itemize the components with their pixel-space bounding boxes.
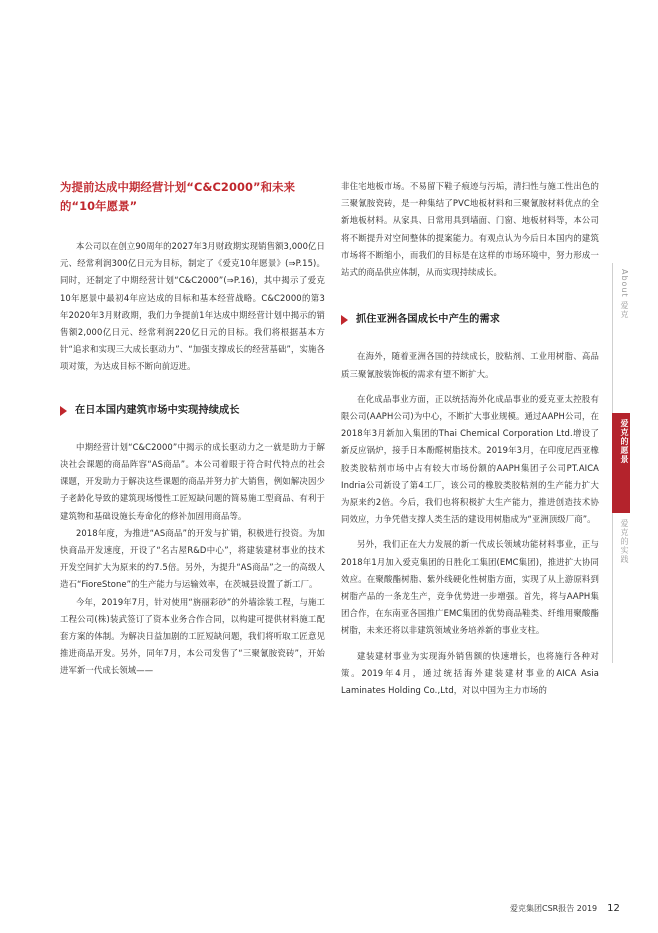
triangle-bullet-icon [60, 406, 67, 416]
body-paragraph: 2018年度，为推进“AS商品”的开发与扩销，积极进行投资。为加快商品开发速度，开设了“名古屋R&D中心”，将建装建材事业的技术开发空间扩大为原来的约7.5倍。另外，为提升“AS商品”之一的高级人造石“FioreStone”的生产能力与运输效率，在茨城县设置了新工厂。 [60, 527, 325, 590]
continued-paragraph: 非住宅地板市场。不易留下鞋子痕迹与污垢，清扫性与施工性出色的三聚氰胺瓷砖，是一种集结了PVC地板材料和三聚氰胺材料优点的全新地板材料。从家具、日常用具到墙面、门窗、地板材料等，本公司将不断提升对空间整体的提案能力。有观点认为今后日本国内的建筑市场将不断缩小，而我们的目标是在这样的市场环境中，努力形成一站式的商品供应体制，从而实现持续成长。 [341, 181, 599, 278]
body-paragraph: 在化成品事业方面，正以统括海外化成品事业的爱克亚太控股有限公司(AAPH公司)为中心，不断扩大事业规模。通过AAPH公司，在2018年3月新加入集团的Thai Chemical Corporation Ltd.增设了新反应锅炉，接手日本酚醛树脂技术。2019年3月，在印度尼西亚橡胶类胶粘剂市场中占有较大市场份额的AAPH集团子公司PT.AICA Indria公司新设了第4工厂，该公司的橡胶类胶粘剂的生产能力扩大为原来约2倍。今后，我们也将积极扩大生产能力，推进创造技术协同效应，力争凭借支撑人类生活的建设用树脂成为“亚洲顶级厂商”。 [341, 393, 599, 525]
section-heading-asia [341, 311, 599, 328]
side-tab-about[interactable]: About 爱克 [612, 263, 630, 413]
triangle-bullet-icon [341, 315, 348, 325]
right-column [341, 178, 599, 699]
section-heading-domestic [60, 402, 325, 419]
page-number: 12 [607, 903, 620, 914]
section-heading-text: 在日本国内建筑市场中实现持续成长 [75, 404, 240, 416]
body-paragraph: 中期经营计划“C&C2000”中揭示的成长驱动力之一就是助力于解决社会课题的商品阵容“AS商品”。本公司着眼于符合时代特点的社会课题，开发助力于解决这些课题的商品并努力扩大销售，例如解决因少子老龄化导致的建筑现场慢性工匠短缺问题的简易施工型商品、有利于建筑物和基础设施长寿命化的修补加固用商品等。 [60, 441, 325, 521]
side-tab-vision[interactable]: 爱克的愿景 [612, 413, 630, 513]
page-title: 为提前达成中期经营计划“C&C2000”和未来的“10年愿景” [60, 180, 296, 213]
section-heading-text: 抓住亚洲各国成长中产生的需求 [356, 314, 501, 326]
body-paragraph: 建装建材事业为实现海外销售额的快速增长，也将施行各种对策。2019年4月，通过统括海外建装建材事业的AICA Asia Laminates Holding Co.,Ltd，对以中国为主力市场的 [341, 650, 599, 696]
left-column [60, 178, 325, 680]
body-paragraph: 另外，我们正在大力发展的新一代成长领域功能材料事业，正与2018年1月加入爱克集团的日胜化工集团(EMC集团)，推进扩大协同效应。在聚酸酯树脂、紫外线硬化性树脂方面，实现了从上游原料到树脂产品的一条龙生产，竞争优势进一步增强。首先，将与AAPH集团合作，在东南亚各国推广EMC集团的优势商品鞋类、纤维用聚酸酯树脂，未来还将以非建筑领域业务培养新的事业支柱。 [341, 539, 599, 636]
report-name: 爱克集团CSR报告 2019 [510, 904, 598, 913]
page-footer [510, 903, 620, 914]
intro-paragraph: 本公司以在创立90周年的2027年3月财政期实现销售额3,000亿日元、经常利润300亿日元为目标，制定了《爱克10年愿景》(⇒P.15)。同时，还制定了中期经营计划“C&C2000”(⇒P.16)，其中揭示了爱克10年愿景中最初4年应达成的目标和基本经营战略。C&C2000的第3年2020年3月财政期，我们力争提前1年达成中期经营计划中揭示的销售额2,000亿日元、经常利润220亿日元的目标。我们将根据基本方针“追求和实现三大成长驱动力”、“加强支撑成长的经营基础”，实施各项对策，为达成目标不断向前迈进。 [60, 241, 325, 372]
body-paragraph: 在海外，随着亚洲各国的持续成长，胶粘剂、工业用树脂、高品质三聚氰胺装饰板的需求有望不断扩大。 [341, 351, 599, 379]
body-paragraph: 今年，2019年7月，针对使用“旃丽彩砂”的外墙涂装工程，与施工工程公司(株)装武签订了资本业务合作合同，以构建可提供材料施工配套方案的体制。为解决日益加剧的工匠短缺问题，我们将听取工匠意见推进商品开发。另外，同年7月，本公司发售了“三聚氰胺瓷砖”，开始进军新一代成长领域—— [60, 596, 325, 676]
side-tab-practice[interactable]: 爱克的实践 [612, 513, 630, 663]
